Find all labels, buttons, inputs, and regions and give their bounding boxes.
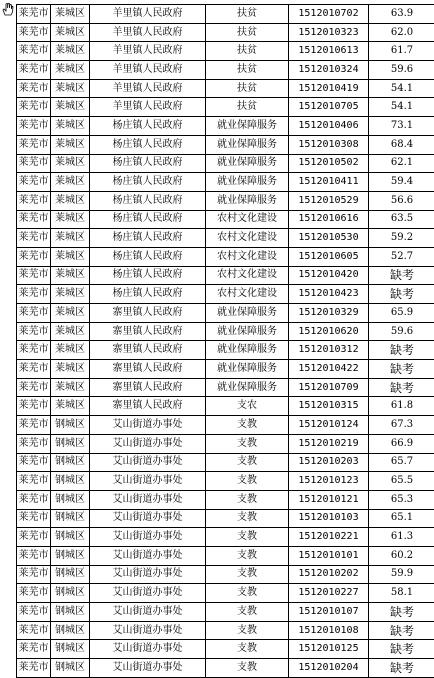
district-cell: 莱城区	[51, 173, 90, 192]
district-cell: 钢城区	[51, 640, 90, 659]
score-cell: 60.2	[369, 546, 434, 565]
table-row	[17, 23, 434, 42]
position-cell: 支教	[206, 453, 289, 472]
table-row	[17, 5, 434, 24]
unit-cell: 寨里镇人民政府	[90, 397, 206, 416]
unit-cell: 艾山街道办事处	[90, 509, 206, 528]
city-cell: 莱芜市	[17, 341, 51, 360]
unit-cell: 杨庄镇人民政府	[90, 285, 206, 304]
score-cell: 52.7	[369, 247, 434, 266]
city-cell: 莱芜市	[17, 61, 51, 80]
unit-cell: 艾山街道办事处	[90, 565, 206, 584]
district-cell: 钢城区	[51, 565, 90, 584]
unit-cell: 艾山街道办事处	[90, 490, 206, 509]
position-cell: 农村文化建设	[206, 210, 289, 229]
exam-id-cell: 1512010108	[289, 621, 369, 640]
exam-id-cell: 1512010324	[289, 61, 369, 80]
city-cell: 莱芜市	[17, 509, 51, 528]
exam-id-cell: 1512010315	[289, 397, 369, 416]
district-cell: 钢城区	[51, 416, 90, 435]
district-cell: 钢城区	[51, 659, 90, 678]
position-cell: 就业保障服务	[206, 154, 289, 173]
district-cell: 莱城区	[51, 285, 90, 304]
unit-cell: 艾山街道办事处	[90, 453, 206, 472]
city-cell: 莱芜市	[17, 173, 51, 192]
position-cell: 就业保障服务	[206, 117, 289, 136]
exam-id-cell: 1512010502	[289, 154, 369, 173]
table-row	[17, 341, 434, 360]
unit-cell: 杨庄镇人民政府	[90, 191, 206, 210]
table-row	[17, 285, 434, 304]
exam-id-cell: 1512010204	[289, 659, 369, 678]
table-row	[17, 117, 434, 136]
position-cell: 就业保障服务	[206, 173, 289, 192]
table-row	[17, 584, 434, 603]
score-cell: 缺考	[369, 621, 434, 640]
unit-cell: 艾山街道办事处	[90, 472, 206, 491]
position-cell: 就业保障服务	[206, 341, 289, 360]
unit-cell: 艾山街道办事处	[90, 621, 206, 640]
table-row	[17, 191, 434, 210]
unit-cell: 艾山街道办事处	[90, 584, 206, 603]
unit-cell: 羊里镇人民政府	[90, 5, 206, 24]
district-cell: 钢城区	[51, 509, 90, 528]
unit-cell: 杨庄镇人民政府	[90, 154, 206, 173]
exam-id-cell: 1512010203	[289, 453, 369, 472]
score-cell: 61.3	[369, 528, 434, 547]
exam-id-cell: 1512010616	[289, 210, 369, 229]
table-row	[17, 397, 434, 416]
city-cell: 莱芜市	[17, 546, 51, 565]
table-row	[17, 154, 434, 173]
district-cell: 莱城区	[51, 117, 90, 136]
table-row	[17, 472, 434, 491]
exam-id-cell: 1512010101	[289, 546, 369, 565]
unit-cell: 艾山街道办事处	[90, 528, 206, 547]
score-cell: 59.9	[369, 565, 434, 584]
exam-id-cell: 1512010202	[289, 565, 369, 584]
city-cell: 莱芜市	[17, 5, 51, 24]
exam-id-cell: 1512010323	[289, 23, 369, 42]
city-cell: 莱芜市	[17, 565, 51, 584]
exam-id-cell: 1512010702	[289, 5, 369, 24]
position-cell: 支教	[206, 584, 289, 603]
exam-id-cell: 1512010423	[289, 285, 369, 304]
district-cell: 莱城区	[51, 191, 90, 210]
exam-id-cell: 1512010529	[289, 191, 369, 210]
district-cell: 莱城区	[51, 304, 90, 323]
exam-id-cell: 1512010308	[289, 135, 369, 154]
exam-id-cell: 1512010312	[289, 341, 369, 360]
score-cell: 66.9	[369, 434, 434, 453]
city-cell: 莱芜市	[17, 490, 51, 509]
exam-id-cell: 1512010530	[289, 229, 369, 248]
unit-cell: 艾山街道办事处	[90, 434, 206, 453]
table-row	[17, 453, 434, 472]
district-cell: 莱城区	[51, 135, 90, 154]
position-cell: 就业保障服务	[206, 304, 289, 323]
score-cell: 56.6	[369, 191, 434, 210]
city-cell: 莱芜市	[17, 135, 51, 154]
unit-cell: 艾山街道办事处	[90, 659, 206, 678]
exam-id-cell: 1512010329	[289, 304, 369, 323]
unit-cell: 羊里镇人民政府	[90, 79, 206, 98]
score-cell: 62.0	[369, 23, 434, 42]
score-cell: 63.9	[369, 5, 434, 24]
score-cell: 59.6	[369, 61, 434, 80]
position-cell: 扶贫	[206, 42, 289, 61]
city-cell: 莱芜市	[17, 229, 51, 248]
table-row	[17, 528, 434, 547]
exam-id-cell: 1512010107	[289, 603, 369, 622]
score-cell: 61.8	[369, 397, 434, 416]
exam-id-cell: 1512010613	[289, 42, 369, 61]
district-cell: 莱城区	[51, 397, 90, 416]
unit-cell: 艾山街道办事处	[90, 416, 206, 435]
city-cell: 莱芜市	[17, 285, 51, 304]
city-cell: 莱芜市	[17, 640, 51, 659]
city-cell: 莱芜市	[17, 603, 51, 622]
position-cell: 扶贫	[206, 79, 289, 98]
score-cell: 54.1	[369, 98, 434, 117]
city-cell: 莱芜市	[17, 472, 51, 491]
city-cell: 莱芜市	[17, 621, 51, 640]
score-cell: 65.1	[369, 509, 434, 528]
score-table-body	[17, 5, 434, 678]
exam-id-cell: 1512010422	[289, 360, 369, 379]
exam-id-cell: 1512010620	[289, 322, 369, 341]
exam-id-cell: 1512010121	[289, 490, 369, 509]
unit-cell: 寨里镇人民政府	[90, 341, 206, 360]
position-cell: 农村文化建设	[206, 229, 289, 248]
table-row	[17, 640, 434, 659]
table-row	[17, 98, 434, 117]
city-cell: 莱芜市	[17, 378, 51, 397]
unit-cell: 寨里镇人民政府	[90, 360, 206, 379]
city-cell: 莱芜市	[17, 304, 51, 323]
city-cell: 莱芜市	[17, 154, 51, 173]
score-cell: 缺考	[369, 341, 434, 360]
exam-id-cell: 1512010705	[289, 98, 369, 117]
position-cell: 支农	[206, 397, 289, 416]
district-cell: 钢城区	[51, 621, 90, 640]
table-row	[17, 229, 434, 248]
city-cell: 莱芜市	[17, 210, 51, 229]
city-cell: 莱芜市	[17, 23, 51, 42]
table-row	[17, 135, 434, 154]
city-cell: 莱芜市	[17, 247, 51, 266]
unit-cell: 羊里镇人民政府	[90, 23, 206, 42]
exam-id-cell: 1512010709	[289, 378, 369, 397]
score-cell: 缺考	[369, 285, 434, 304]
unit-cell: 艾山街道办事处	[90, 640, 206, 659]
table-row	[17, 210, 434, 229]
table-row	[17, 490, 434, 509]
score-cell: 61.7	[369, 42, 434, 61]
exam-id-cell: 1512010406	[289, 117, 369, 136]
score-cell: 59.6	[369, 322, 434, 341]
city-cell: 莱芜市	[17, 322, 51, 341]
table-row	[17, 621, 434, 640]
district-cell: 莱城区	[51, 154, 90, 173]
district-cell: 钢城区	[51, 472, 90, 491]
unit-cell: 羊里镇人民政府	[90, 42, 206, 61]
exam-id-cell: 1512010227	[289, 584, 369, 603]
position-cell: 支教	[206, 659, 289, 678]
table-row	[17, 304, 434, 323]
position-cell: 就业保障服务	[206, 322, 289, 341]
position-cell: 支教	[206, 546, 289, 565]
score-cell: 缺考	[369, 659, 434, 678]
table-row	[17, 378, 434, 397]
exam-id-cell: 1512010123	[289, 472, 369, 491]
position-cell: 就业保障服务	[206, 360, 289, 379]
unit-cell: 杨庄镇人民政府	[90, 173, 206, 192]
position-cell: 支教	[206, 621, 289, 640]
unit-cell: 寨里镇人民政府	[90, 322, 206, 341]
district-cell: 莱城区	[51, 360, 90, 379]
unit-cell: 杨庄镇人民政府	[90, 117, 206, 136]
score-cell: 62.1	[369, 154, 434, 173]
position-cell: 支教	[206, 416, 289, 435]
position-cell: 农村文化建设	[206, 266, 289, 285]
table-row	[17, 173, 434, 192]
exam-id-cell: 1512010125	[289, 640, 369, 659]
city-cell: 莱芜市	[17, 98, 51, 117]
score-cell: 缺考	[369, 378, 434, 397]
unit-cell: 羊里镇人民政府	[90, 61, 206, 80]
district-cell: 莱城区	[51, 210, 90, 229]
district-cell: 钢城区	[51, 528, 90, 547]
score-cell: 63.5	[369, 210, 434, 229]
unit-cell: 艾山街道办事处	[90, 546, 206, 565]
district-cell: 莱城区	[51, 42, 90, 61]
position-cell: 支教	[206, 603, 289, 622]
unit-cell: 寨里镇人民政府	[90, 378, 206, 397]
position-cell: 支教	[206, 565, 289, 584]
district-cell: 莱城区	[51, 322, 90, 341]
district-cell: 钢城区	[51, 490, 90, 509]
district-cell: 莱城区	[51, 378, 90, 397]
table-row	[17, 360, 434, 379]
district-cell: 莱城区	[51, 247, 90, 266]
unit-cell: 杨庄镇人民政府	[90, 210, 206, 229]
table-row	[17, 42, 434, 61]
district-cell: 莱城区	[51, 23, 90, 42]
district-cell: 莱城区	[51, 79, 90, 98]
position-cell: 农村文化建设	[206, 247, 289, 266]
exam-id-cell: 1512010221	[289, 528, 369, 547]
score-cell: 65.3	[369, 490, 434, 509]
exam-id-cell: 1512010219	[289, 434, 369, 453]
city-cell: 莱芜市	[17, 191, 51, 210]
city-cell: 莱芜市	[17, 584, 51, 603]
score-table	[16, 4, 434, 678]
position-cell: 扶贫	[206, 98, 289, 117]
district-cell: 钢城区	[51, 546, 90, 565]
position-cell: 就业保障服务	[206, 378, 289, 397]
table-row	[17, 416, 434, 435]
district-cell: 莱城区	[51, 229, 90, 248]
exam-id-cell: 1512010124	[289, 416, 369, 435]
position-cell: 支教	[206, 640, 289, 659]
district-cell: 莱城区	[51, 341, 90, 360]
score-cell: 65.7	[369, 453, 434, 472]
city-cell: 莱芜市	[17, 117, 51, 136]
exam-id-cell: 1512010411	[289, 173, 369, 192]
table-row	[17, 565, 434, 584]
unit-cell: 杨庄镇人民政府	[90, 229, 206, 248]
position-cell: 支教	[206, 490, 289, 509]
district-cell: 莱城区	[51, 98, 90, 117]
district-cell: 钢城区	[51, 584, 90, 603]
position-cell: 支教	[206, 528, 289, 547]
position-cell: 扶贫	[206, 5, 289, 24]
city-cell: 莱芜市	[17, 453, 51, 472]
score-cell: 缺考	[369, 360, 434, 379]
exam-id-cell: 1512010419	[289, 79, 369, 98]
city-cell: 莱芜市	[17, 434, 51, 453]
city-cell: 莱芜市	[17, 42, 51, 61]
table-row	[17, 603, 434, 622]
score-cell: 59.4	[369, 173, 434, 192]
position-cell: 就业保障服务	[206, 135, 289, 154]
district-cell: 钢城区	[51, 603, 90, 622]
district-cell: 钢城区	[51, 434, 90, 453]
score-cell: 58.1	[369, 584, 434, 603]
score-cell: 65.9	[369, 304, 434, 323]
exam-id-cell: 1512010605	[289, 247, 369, 266]
score-cell: 65.5	[369, 472, 434, 491]
table-row	[17, 79, 434, 98]
table-row	[17, 509, 434, 528]
unit-cell: 羊里镇人民政府	[90, 98, 206, 117]
district-cell: 钢城区	[51, 453, 90, 472]
score-cell: 缺考	[369, 266, 434, 285]
pointer-hand-icon	[1, 2, 14, 16]
district-cell: 莱城区	[51, 266, 90, 285]
position-cell: 支教	[206, 509, 289, 528]
table-row	[17, 546, 434, 565]
table-row	[17, 322, 434, 341]
score-cell: 54.1	[369, 79, 434, 98]
unit-cell: 杨庄镇人民政府	[90, 247, 206, 266]
city-cell: 莱芜市	[17, 416, 51, 435]
unit-cell: 杨庄镇人民政府	[90, 135, 206, 154]
score-cell: 73.1	[369, 117, 434, 136]
score-cell: 缺考	[369, 640, 434, 659]
position-cell: 支教	[206, 434, 289, 453]
city-cell: 莱芜市	[17, 266, 51, 285]
position-cell: 扶贫	[206, 61, 289, 80]
district-cell: 莱城区	[51, 5, 90, 24]
city-cell: 莱芜市	[17, 79, 51, 98]
unit-cell: 杨庄镇人民政府	[90, 266, 206, 285]
exam-id-cell: 1512010420	[289, 266, 369, 285]
position-cell: 就业保障服务	[206, 191, 289, 210]
score-cell: 67.3	[369, 416, 434, 435]
position-cell: 扶贫	[206, 23, 289, 42]
table-row	[17, 61, 434, 80]
district-cell: 莱城区	[51, 61, 90, 80]
exam-id-cell: 1512010103	[289, 509, 369, 528]
position-cell: 农村文化建设	[206, 285, 289, 304]
score-cell: 59.2	[369, 229, 434, 248]
city-cell: 莱芜市	[17, 360, 51, 379]
unit-cell: 寨里镇人民政府	[90, 304, 206, 323]
table-row	[17, 434, 434, 453]
city-cell: 莱芜市	[17, 659, 51, 678]
score-cell: 缺考	[369, 603, 434, 622]
table-row	[17, 266, 434, 285]
city-cell: 莱芜市	[17, 397, 51, 416]
table-row	[17, 659, 434, 678]
table-row	[17, 247, 434, 266]
score-cell: 68.4	[369, 135, 434, 154]
unit-cell: 艾山街道办事处	[90, 603, 206, 622]
position-cell: 支教	[206, 472, 289, 491]
city-cell: 莱芜市	[17, 528, 51, 547]
